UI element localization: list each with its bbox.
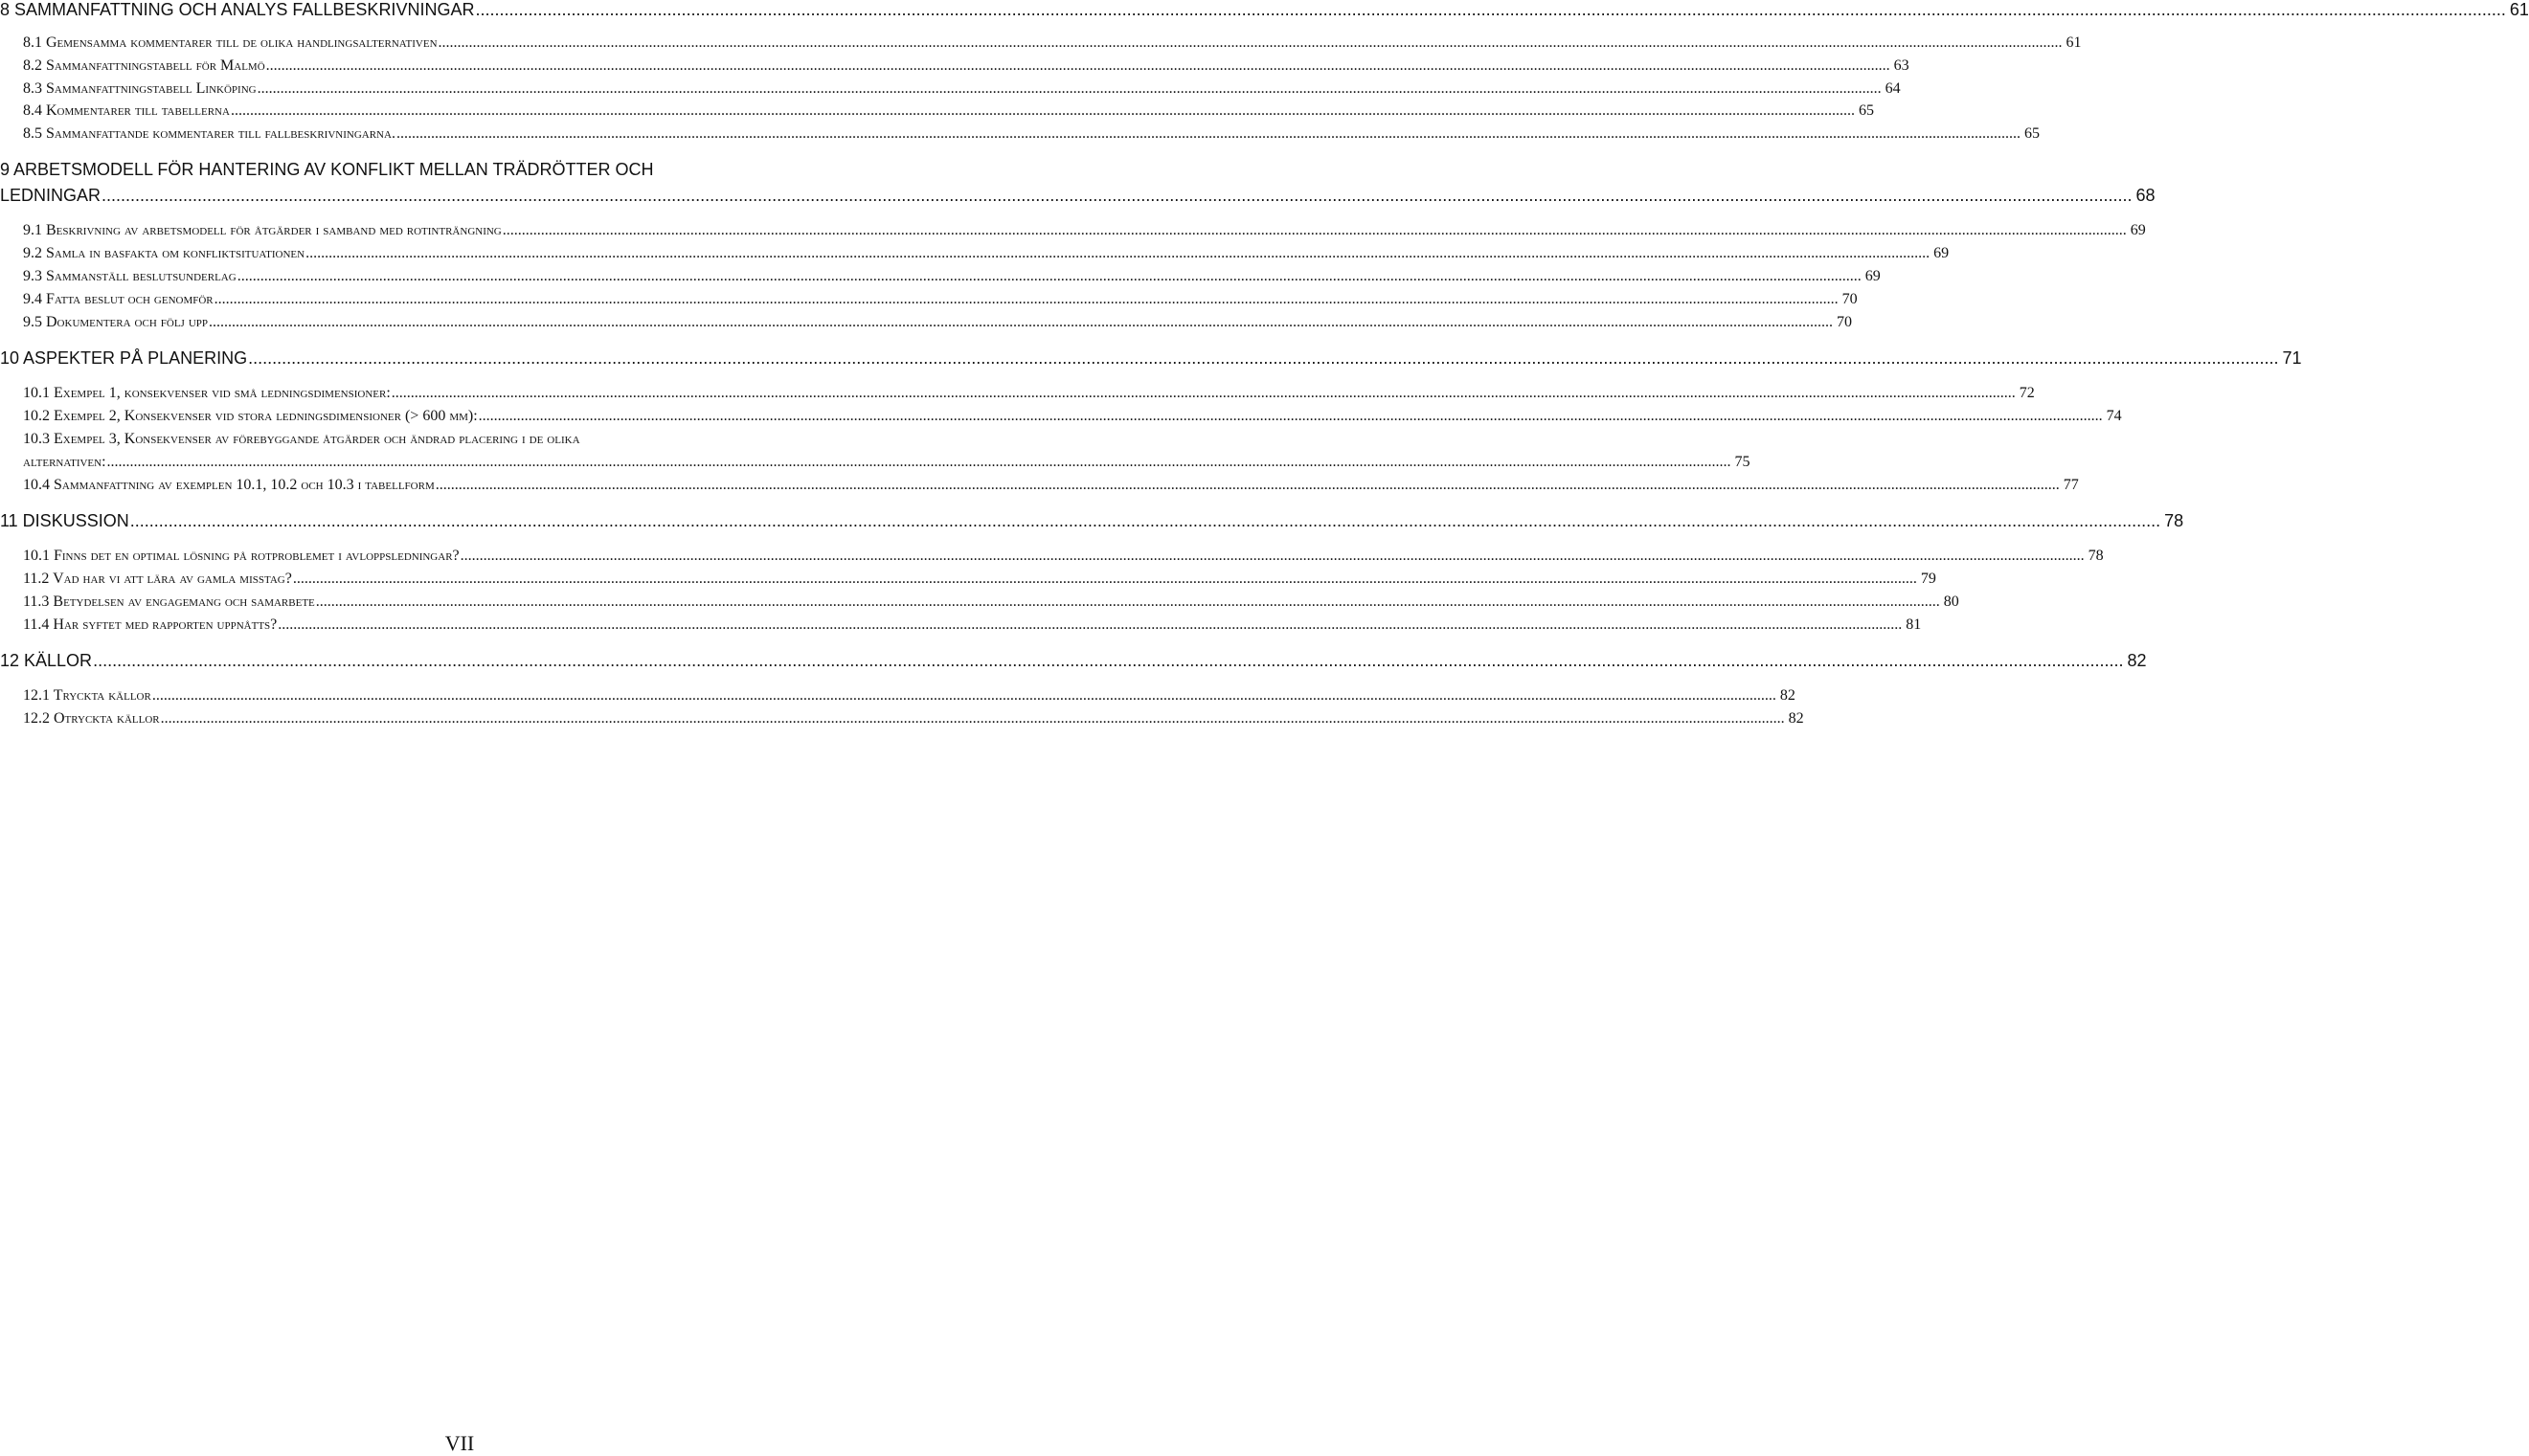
toc-entry-page: 69 (2130, 222, 2146, 238)
toc-entry-page: 65 (1858, 102, 1874, 119)
toc-entry-page: 70 (1837, 314, 1853, 330)
toc-entry-title: 8.2 Sammanfattningstabell för Malmö (23, 57, 265, 74)
toc-leader-dots (439, 34, 2063, 52)
toc-entry-page: 69 (1864, 268, 1881, 284)
toc-entry[interactable] (23, 314, 1853, 331)
toc-leader-dots (392, 385, 2016, 402)
toc-leader-dots (475, 0, 2505, 20)
toc-entry[interactable] (23, 57, 1909, 75)
toc-leader-dots (258, 80, 1882, 98)
toc-leader-dots (107, 454, 1731, 471)
toc-entry-page: 71 (2282, 348, 2302, 368)
toc-entry-page: 80 (1943, 594, 1959, 610)
toc-leader-dots (130, 511, 2160, 531)
toc-leader-dots (503, 222, 2127, 239)
toc-entry-page: 77 (2063, 477, 2079, 493)
toc-entry-title: 12.1 Tryckta källor (23, 687, 151, 704)
toc-entry-title: 10.1 Finns det en optimal lösning på rotproblemet i avloppsledningar? (23, 548, 460, 564)
toc-entry-title: 10 ASPEKTER PÅ PLANERING (0, 348, 248, 368)
toc-entry-page: 81 (1906, 616, 1922, 633)
toc-entry-page: 68 (2135, 186, 2156, 205)
toc-leader-dots (152, 687, 1776, 705)
toc-entry-page: 75 (1734, 454, 1750, 470)
toc-entry-title: 10.4 Sammanfattning av exemplen 10.1, 10.2 och 10.3 i tabellform (23, 477, 435, 493)
toc-entry[interactable] (0, 348, 2302, 369)
toc-entry[interactable] (0, 511, 2184, 531)
toc-entry-page: 69 (1933, 245, 1950, 261)
toc-entry-page: 78 (2164, 511, 2184, 530)
toc-entry[interactable] (23, 245, 1950, 262)
toc-entry-page: 82 (1788, 710, 1804, 727)
toc-leader-dots (436, 477, 2060, 494)
toc-entry-page: 79 (1920, 571, 1936, 587)
toc-entry[interactable] (0, 0, 2529, 20)
toc-entry-page: 72 (2019, 385, 2035, 401)
toc-leader-dots (93, 651, 2123, 671)
toc-leader-dots (461, 548, 2085, 565)
toc-entry[interactable] (23, 222, 2146, 239)
toc-entry-title: 8.4 Kommentarer till tabellerna (23, 102, 230, 119)
toc-leader-dots (293, 571, 1917, 588)
toc-entry-title: 9.5 Dokumentera och följ upp (23, 314, 209, 330)
toc-entry-page: 74 (2106, 408, 2122, 424)
toc-entry-page: 61 (2066, 34, 2082, 51)
toc-leader-dots (248, 348, 2278, 369)
toc-entry[interactable] (23, 385, 2035, 402)
toc-entry[interactable] (0, 186, 2156, 206)
toc-entry[interactable] (23, 594, 1959, 611)
toc-entry-title: 12 KÄLLOR (0, 651, 93, 670)
toc-entry-title: 12.2 Otryckta källor (23, 710, 160, 727)
toc-entry[interactable] (23, 291, 1858, 308)
toc-entry-title: 9.2 Samla in basfakta om konfliktsituationen (23, 245, 305, 261)
toc-leader-dots (479, 408, 2103, 425)
toc-entry[interactable] (23, 80, 1901, 98)
toc-leader-dots (266, 57, 1890, 75)
toc-entry[interactable] (23, 408, 2122, 425)
toc-entry-page: 61 (2509, 0, 2529, 19)
toc-entry[interactable] (23, 616, 1922, 634)
toc-entry-title: 10.2 Exempel 2, Konsekvenser vid stora ledningsdimensioner (> 600 mm): (23, 408, 478, 424)
toc-leader-dots (215, 291, 1839, 308)
toc-entry[interactable] (23, 687, 1795, 705)
toc-leader-dots (316, 594, 1940, 611)
toc-leader-dots (102, 186, 2132, 206)
toc-entry-title-line2: alternativen: (23, 454, 106, 470)
toc-entry[interactable] (23, 710, 1804, 728)
toc-entry-title: 9.3 Sammanställ beslutsunderlag (23, 268, 237, 284)
toc-entry-title: 9.4 Fatta beslut och genomför (23, 291, 214, 307)
toc-leader-dots (305, 245, 1930, 262)
toc-entry[interactable] (23, 548, 2104, 565)
toc-entry-title-line1[interactable]: 10.3 Exempel 3, Konsekvenser av förebyggande åtgärder och ändrad placering i de olika (23, 431, 580, 447)
page-number-footer: VII (444, 1431, 475, 1455)
toc-entry[interactable] (23, 102, 1874, 120)
toc-entry-title: 8.3 Sammanfattningstabell Linköping (23, 80, 257, 97)
toc-entry-page: 63 (1893, 57, 1909, 74)
toc-entry-page: 70 (1841, 291, 1858, 307)
toc-entry-title: 11.2 Vad har vi att lära av gamla misstag? (23, 571, 292, 587)
toc-entry-title-line2: LEDNINGAR (0, 186, 102, 205)
toc-entry[interactable] (23, 268, 1881, 285)
toc-entry-title: 11.4 Har syftet med rapporten uppnåtts? (23, 616, 278, 633)
toc-entry-page: 64 (1885, 80, 1901, 97)
toc-leader-dots (231, 102, 1855, 120)
toc-entry-title: 9.1 Beskrivning av arbetsmodell för åtgärder i samband med rotinträngning (23, 222, 502, 238)
toc-leader-dots (396, 125, 2021, 143)
toc-entry[interactable] (23, 477, 2079, 494)
toc-leader-dots (161, 710, 1785, 728)
toc-entry-title: 8.5 Sammanfattande kommentarer till fallbeskrivningarna. (23, 125, 395, 142)
toc-entry[interactable] (23, 125, 2040, 143)
toc-leader-dots (278, 616, 1902, 634)
toc-entry-page: 82 (2127, 651, 2147, 670)
toc-entry-title: 11 DISKUSSION (0, 511, 129, 530)
toc-entry[interactable] (23, 34, 2082, 52)
toc-entry-page: 82 (1779, 687, 1795, 704)
toc-leader-dots (209, 314, 1833, 331)
toc-entry[interactable] (23, 454, 1750, 471)
toc-entry-title: 8.1 Gemensamma kommentarer till de olika handlingsalternativen (23, 34, 438, 51)
toc-entry-title: 8 SAMMANFATTNING OCH ANALYS FALLBESKRIVNINGAR (0, 0, 475, 19)
toc-entry-page: 78 (2088, 548, 2104, 564)
toc-entry-page: 65 (2023, 125, 2040, 142)
toc-entry[interactable] (23, 571, 1936, 588)
toc-leader-dots (237, 268, 1862, 285)
toc-entry-title-line1[interactable]: 9 ARBETSMODELL FÖR HANTERING AV KONFLIKT MELLAN TRÄDRÖTTER OCH (0, 160, 654, 179)
toc-entry[interactable] (0, 651, 2147, 671)
toc-entry-title: 11.3 Betydelsen av engagemang och samarbete (23, 594, 315, 610)
toc-entry-title: 10.1 Exempel 1, konsekvenser vid små ledningsdimensioner: (23, 385, 391, 401)
